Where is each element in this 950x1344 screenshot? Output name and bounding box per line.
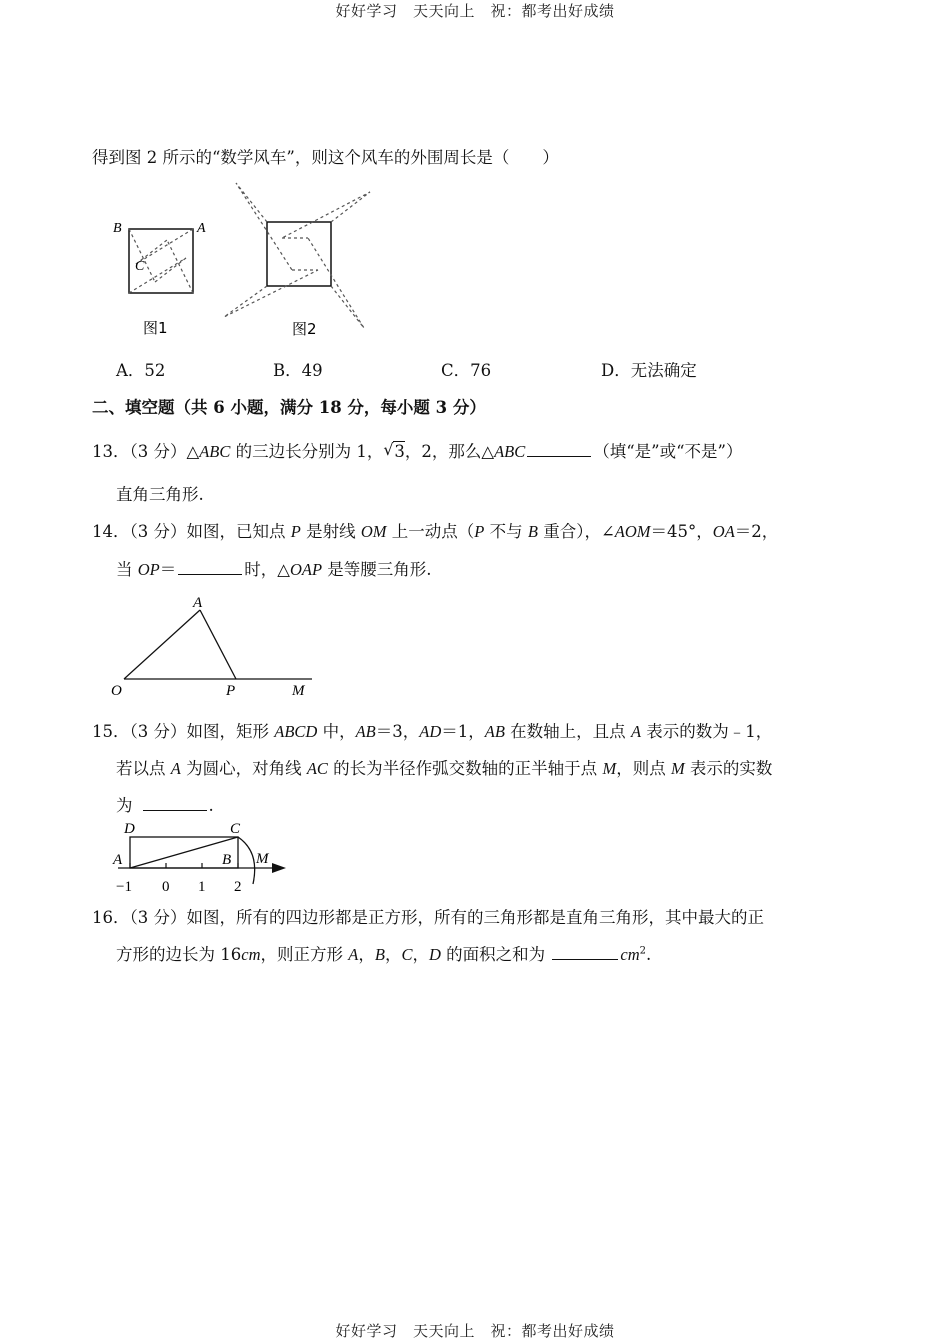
q15-line-3 — [116, 792, 214, 816]
q15-text-m: . — [208, 796, 214, 815]
q15-text-c: ＝3， — [375, 722, 420, 741]
q15-m-2: M — [670, 759, 685, 778]
q15-figure — [110, 818, 290, 896]
q15-text-b: 中， — [317, 722, 356, 741]
q15-line-1 — [92, 718, 772, 742]
option-a-text: 52 — [144, 361, 166, 380]
q13-abc-2: ABC — [494, 442, 526, 461]
q14-line-2 — [116, 556, 432, 580]
q15-a-2: A — [170, 759, 181, 778]
q13-text-a: 的三边长分别为 1， — [230, 442, 384, 461]
q15-abcd: ABCD — [274, 722, 318, 741]
q15-label-C: C — [230, 821, 241, 837]
q12-figure-2 — [222, 180, 372, 338]
q15-label-D: D — [124, 821, 135, 837]
q13-sqrt-value: 3 — [394, 442, 405, 461]
q15-text-h: 为圆心，对角线 — [180, 759, 307, 778]
q16-text-a: 如图，所有的四边形都是正方形，所有的三角形都是直角三角形，其中最大的正 — [186, 908, 764, 927]
q14-oa: OA — [712, 522, 735, 541]
q16-c: C — [401, 945, 413, 964]
number-line-arrow — [272, 863, 286, 873]
q15-text-k: 表示的实数 — [684, 759, 773, 778]
q16-b: B — [374, 945, 385, 964]
q16-number: 16．（3 分） — [92, 908, 187, 927]
q15-label-M: M — [256, 851, 269, 867]
q13-text-b: ，2，那么△ — [404, 442, 495, 461]
q15-text-j: ，则点 — [616, 759, 671, 778]
q13-line-1 — [92, 438, 742, 462]
option-d-letter: D． — [601, 361, 631, 380]
option-c-letter: C． — [441, 361, 471, 380]
q16-text-d: 的面积之和为 — [440, 945, 551, 964]
q16-text-b: 方形的边长为 16 — [116, 945, 242, 964]
q14-p-2: P — [474, 522, 485, 541]
q14-p: P — [290, 522, 301, 541]
q14-text-c: 上一动点（ — [386, 522, 475, 541]
q15-ac: AC — [306, 759, 328, 778]
q15-text-l: 为 — [116, 796, 133, 815]
q14-text-h: 当 — [116, 560, 138, 579]
q14-text-g: ＝2， — [734, 522, 779, 541]
q14-label-A: A — [193, 595, 203, 611]
q12-option-d[interactable] — [601, 357, 697, 381]
fig1-label-C: C — [135, 259, 145, 274]
q14-om: OM — [360, 522, 387, 541]
q15-text-i: 的长为半径作弧交数轴的正半轴于点 — [327, 759, 603, 778]
q14-text-a: 如图，已知点 — [186, 522, 291, 541]
q15-text-a: 如图，矩形 — [186, 722, 275, 741]
q15-a: A — [630, 722, 642, 741]
q16-answer-blank[interactable] — [552, 945, 618, 960]
option-b-text: 49 — [301, 361, 323, 380]
fig1-label-A: A — [197, 221, 206, 236]
q15-number: 15．（3 分） — [92, 722, 187, 741]
q16-text-c: ，则正方形 — [260, 945, 349, 964]
q15-label-A: A — [113, 852, 123, 868]
q15-tick-neg1: −1 — [116, 879, 132, 895]
q16-a: A — [348, 945, 359, 964]
q14-line-1 — [92, 518, 778, 542]
q14-op: OP — [137, 560, 160, 579]
q15-line-2 — [116, 755, 772, 779]
q14-text-i: ＝ — [159, 560, 177, 579]
segment-ap — [200, 610, 236, 679]
q16-d: D — [428, 945, 441, 964]
q15-answer-blank[interactable] — [143, 796, 207, 811]
option-a-letter: A． — [116, 361, 145, 380]
q13-sqrt: √ 3 — [383, 440, 405, 461]
q12-option-c[interactable] — [441, 357, 491, 381]
q15-m: M — [602, 759, 617, 778]
q16-exponent: 2 — [639, 945, 646, 957]
q16-line-1 — [92, 904, 764, 928]
segment-oa — [124, 610, 200, 679]
q14-text-e: 重合），∠ — [537, 522, 615, 541]
q16-sep-3: ， — [412, 945, 429, 964]
q14-text-b: 是射线 — [300, 522, 361, 541]
q12-stem: 得到图 2 所示的“数学风车”，则这个风车的外围周长是（ ） — [92, 148, 559, 167]
q15-tick-2: 2 — [234, 879, 242, 895]
q15-text-f: 表示的数为﹣1， — [641, 722, 773, 741]
q16-cm: cm — [241, 945, 261, 964]
fig2-dashed-windmill — [224, 183, 370, 328]
q13-text-c: （填“是”或“不是”） — [593, 442, 743, 461]
q15-tick-0: 0 — [162, 879, 170, 895]
q15-text-d: ＝1， — [441, 722, 485, 741]
q14-number: 14．（3 分） — [92, 522, 187, 541]
q15-ab-2: AB — [484, 722, 505, 741]
q14-text-j: 时，△ — [244, 560, 290, 579]
q16-end: . — [646, 945, 652, 964]
q16-sep-1: ， — [358, 945, 375, 964]
q14-label-P: P — [226, 683, 236, 699]
q12-option-a[interactable] — [116, 357, 165, 381]
q14-figure — [108, 592, 328, 702]
q14-label-M: M — [292, 683, 305, 699]
q12-option-b[interactable] — [273, 357, 323, 381]
fig1-caption: 图1 — [143, 319, 168, 337]
q14-text-d: 不与 — [484, 522, 528, 541]
q16-sep-2: ， — [384, 945, 402, 964]
q13-abc: ABC — [199, 442, 231, 461]
option-b-letter: B． — [273, 361, 302, 380]
q15-ad: AD — [419, 722, 442, 741]
q15-text-g: 若以点 — [116, 759, 171, 778]
page-header: 好好学习 天天向上 祝：都考出好成绩 — [335, 2, 615, 20]
q14-label-O: O — [111, 683, 122, 699]
q14-answer-blank[interactable] — [178, 560, 242, 575]
option-c-text: 76 — [470, 361, 492, 380]
q14-text-f: ＝45°， — [650, 522, 713, 541]
q14-aom: AOM — [614, 522, 651, 541]
option-d-text: 无法确定 — [630, 361, 697, 380]
q14-text-k: 是等腰三角形. — [322, 560, 432, 579]
q14-oap: OAP — [289, 560, 323, 579]
q12-figure-1 — [105, 212, 215, 337]
q16-line-2 — [116, 941, 651, 965]
q13-number: 13．（3 分） — [92, 442, 187, 461]
section-2-title: 二、填空题（共 6 小题，满分 18 分，每小题 3 分） — [92, 398, 486, 417]
q15-ab: AB — [355, 722, 376, 741]
q15-text-e: 在数轴上，且点 — [504, 722, 631, 741]
q13-line-2: 直角三角形. — [116, 485, 204, 504]
q14-b: B — [527, 522, 538, 541]
q15-label-B: B — [222, 852, 232, 868]
arc-cm — [238, 837, 255, 884]
fig1-label-B: B — [113, 221, 122, 236]
page-footer: 好好学习 天天向上 祝：都考出好成绩 — [335, 1322, 615, 1340]
fig2-caption: 图2 — [292, 320, 317, 338]
q16-cm-2: cm — [620, 945, 640, 964]
fig2-square — [267, 222, 331, 286]
q13-answer-blank[interactable] — [527, 442, 591, 457]
q13-triangle-symbol: △ — [186, 442, 200, 461]
q15-tick-1: 1 — [198, 879, 206, 895]
